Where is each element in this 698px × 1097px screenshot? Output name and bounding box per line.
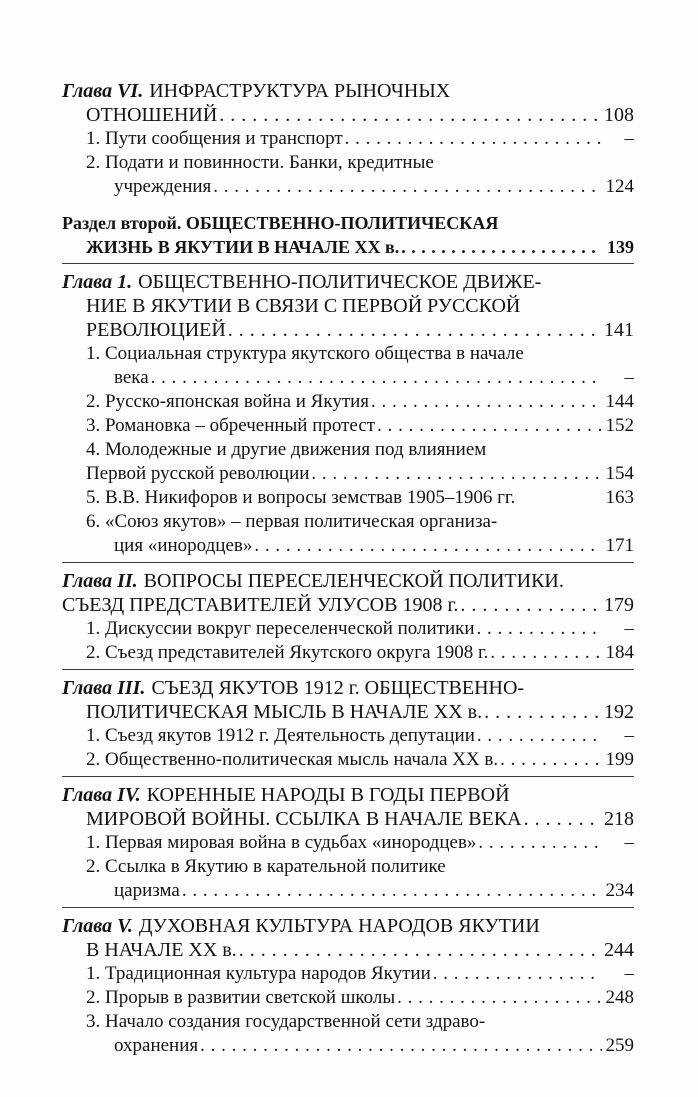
toc-item[interactable]	[62, 724, 634, 748]
chapter-title: ВОПРОСЫ ПЕРЕСЕЛЕНЧЕСКОЙ ПОЛИТИКИ.	[143, 570, 564, 592]
chapter-label: Глава 1.	[62, 271, 133, 293]
leader-dots	[397, 986, 602, 1010]
item-title: 4. Молодежные и другие движения под влиянием	[86, 439, 487, 460]
leader-dots	[484, 700, 602, 724]
leader-dots	[524, 807, 602, 831]
item-title: 1. Съезд якутов 1912 г. Деятельность депутации	[86, 725, 475, 746]
section-label: Раздел второй.	[62, 213, 182, 233]
toc-item[interactable]	[62, 390, 634, 414]
toc-item[interactable]	[62, 617, 634, 641]
item-title: 2. Общественно-политическая мысль начала ХХ в.	[86, 749, 499, 770]
item-title: 2. Ссылка в Якутию в карательной политике	[86, 856, 446, 877]
item-title: Первой русской революции	[86, 463, 310, 484]
leader-dots	[219, 103, 602, 127]
divider	[62, 907, 634, 908]
toc-item[interactable]	[62, 486, 634, 510]
chapter-title: В НАЧАЛЕ ХХ в.	[86, 939, 237, 961]
page-number: 108	[604, 104, 634, 126]
toc-chapter-1[interactable]	[62, 270, 634, 342]
item-title: 2. Русско-японская война и Якутия	[86, 391, 370, 412]
page-number: 248	[605, 987, 634, 1008]
toc-item[interactable]	[62, 151, 634, 199]
item-title: 2. Прорыв в развитии светской школы	[86, 987, 396, 1008]
toc-item[interactable]	[62, 342, 634, 390]
toc-chapter-6[interactable]	[62, 79, 634, 127]
leader-dots	[254, 534, 602, 558]
page-number: 179	[604, 594, 634, 616]
page-number: 171	[605, 535, 634, 556]
page-number: 184	[605, 642, 634, 663]
item-title: века	[114, 367, 149, 388]
toc-chapter-5[interactable]	[62, 914, 634, 962]
page-number: 218	[604, 808, 634, 830]
leader-dots	[239, 938, 602, 962]
toc-item[interactable]	[62, 986, 634, 1010]
chapter-title: КОРЕННЫЕ НАРОДЫ В ГОДЫ ПЕРВОЙ	[146, 784, 510, 806]
divider	[62, 263, 634, 264]
toc-item[interactable]	[62, 641, 634, 665]
toc-item[interactable]	[62, 510, 634, 558]
leader-dots	[500, 748, 602, 772]
toc-chapter-4[interactable]	[62, 783, 634, 831]
leader-dots	[151, 366, 602, 390]
leader-dots	[311, 462, 602, 486]
item-title: ция «инородцев»	[114, 535, 253, 556]
leader-dots	[433, 962, 602, 986]
item-title: 6. «Союз якутов» – первая политическая организа-	[86, 511, 498, 532]
item-title: 5. В.В. Никифоров и вопросы земствав 1905–1906 гг.	[86, 487, 516, 508]
page-number: –	[624, 367, 634, 388]
leader-dots	[182, 879, 602, 903]
item-title: учреждения	[114, 176, 212, 197]
page-number: 141	[604, 319, 634, 341]
leader-dots	[460, 593, 602, 617]
chapter-label: Глава IV.	[62, 784, 141, 806]
item-title: 2. Подати и повинности. Банки, кредитные	[86, 152, 434, 173]
chapter-title: ПОЛИТИЧЕСКАЯ МЫСЛЬ В НАЧАЛЕ ХХ в.	[86, 701, 483, 723]
toc-chapter-3[interactable]	[62, 676, 634, 724]
page-number: –	[624, 618, 634, 639]
item-title: 1. Дискуссии вокруг переселенческой политики	[86, 618, 475, 639]
page-number: –	[624, 725, 634, 746]
leader-dots	[213, 175, 602, 199]
leader-dots	[477, 724, 602, 748]
leader-dots	[401, 235, 602, 259]
chapter-title: ОБЩЕСТВЕННО-ПОЛИТИЧЕСКОЕ ДВИЖЕ-	[138, 271, 542, 293]
toc-section-2[interactable]	[62, 211, 634, 259]
toc-item[interactable]	[62, 962, 634, 986]
divider	[62, 562, 634, 563]
section-title: ЖИЗНЬ В ЯКУТИИ В НАЧАЛЕ ХХ в.	[86, 237, 400, 257]
page-number: 199	[605, 749, 634, 770]
toc-chapter-2[interactable]	[62, 569, 634, 617]
page-number: 144	[605, 391, 634, 412]
item-title: 1. Первая мировая война в судьбах «инородцев»	[86, 832, 477, 853]
leader-dots	[345, 127, 602, 151]
page-number: 124	[605, 176, 634, 197]
item-title: охранения	[114, 1035, 199, 1056]
leader-dots	[477, 617, 602, 641]
toc-item[interactable]	[62, 831, 634, 855]
chapter-title: СЪЕЗД ЯКУТОВ 1912 г. ОБЩЕСТВЕННО-	[151, 677, 525, 699]
leader-dots	[200, 1034, 602, 1058]
page-number: 139	[607, 237, 634, 257]
page-number: 163	[605, 487, 634, 508]
section-title: ОБЩЕСТВЕННО-ПОЛИТИЧЕСКАЯ	[185, 213, 499, 233]
toc-item[interactable]	[62, 127, 634, 151]
item-title: 3. Романовка – обреченный протест	[86, 415, 376, 436]
page-number: –	[624, 128, 634, 149]
page-number: –	[624, 963, 634, 984]
toc-item[interactable]	[62, 748, 634, 772]
table-of-contents	[62, 73, 634, 1058]
chapter-title: ОТНОШЕНИЙ	[86, 104, 218, 126]
item-title: 2. Съезд представителей Якутского округа 1908 г.	[86, 642, 489, 663]
item-title: 1. Традиционная культура народов Якутии	[86, 963, 431, 984]
chapter-title: ДУХОВНАЯ КУЛЬТУРА НАРОДОВ ЯКУТИИ	[138, 915, 540, 937]
leader-dots	[478, 831, 602, 855]
divider	[62, 776, 634, 777]
toc-item[interactable]	[62, 438, 634, 486]
page-number: 152	[605, 415, 634, 436]
leader-dots	[228, 318, 602, 342]
chapter-label: Глава V.	[62, 915, 133, 937]
page-number: 259	[605, 1035, 634, 1056]
divider	[62, 669, 634, 670]
chapter-label: Глава II.	[62, 570, 138, 592]
page-number: 154	[605, 463, 634, 484]
chapter-title: МИРОВОЙ ВОЙНЫ. ССЫЛКА В НАЧАЛЕ ВЕКА	[86, 808, 522, 830]
page-number: 192	[604, 701, 634, 723]
toc-item[interactable]	[62, 414, 634, 438]
chapter-title: СЪЕЗД ПРЕДСТАВИТЕЛЕЙ УЛУСОВ 1908 г.	[62, 594, 459, 616]
leader-dots	[371, 390, 602, 414]
item-title: царизма	[114, 880, 180, 901]
item-title: 1. Пути сообщения и транспорт	[86, 128, 343, 149]
page-number: 234	[605, 880, 634, 901]
item-title: 3. Начало создания государственной сети здраво-	[86, 1011, 486, 1032]
item-title: 1. Социальная структура якутского общества в начале	[86, 343, 524, 364]
page-number: 244	[604, 939, 634, 961]
page-number: –	[624, 832, 634, 853]
chapter-title: ИНФРАСТРУКТУРА РЫНОЧНЫХ	[149, 80, 451, 102]
toc-item[interactable]	[62, 855, 634, 903]
chapter-label: Глава VI.	[62, 80, 144, 102]
chapter-title: НИЕ В ЯКУТИИ В СВЯЗИ С ПЕРВОЙ РУССКОЙ	[86, 295, 521, 317]
chapter-label: Глава III.	[62, 677, 146, 699]
chapter-title: РЕВОЛЮЦИЕЙ	[86, 319, 226, 341]
leader-dots	[490, 641, 602, 665]
toc-item[interactable]	[62, 1010, 634, 1058]
leader-dots	[377, 414, 602, 438]
